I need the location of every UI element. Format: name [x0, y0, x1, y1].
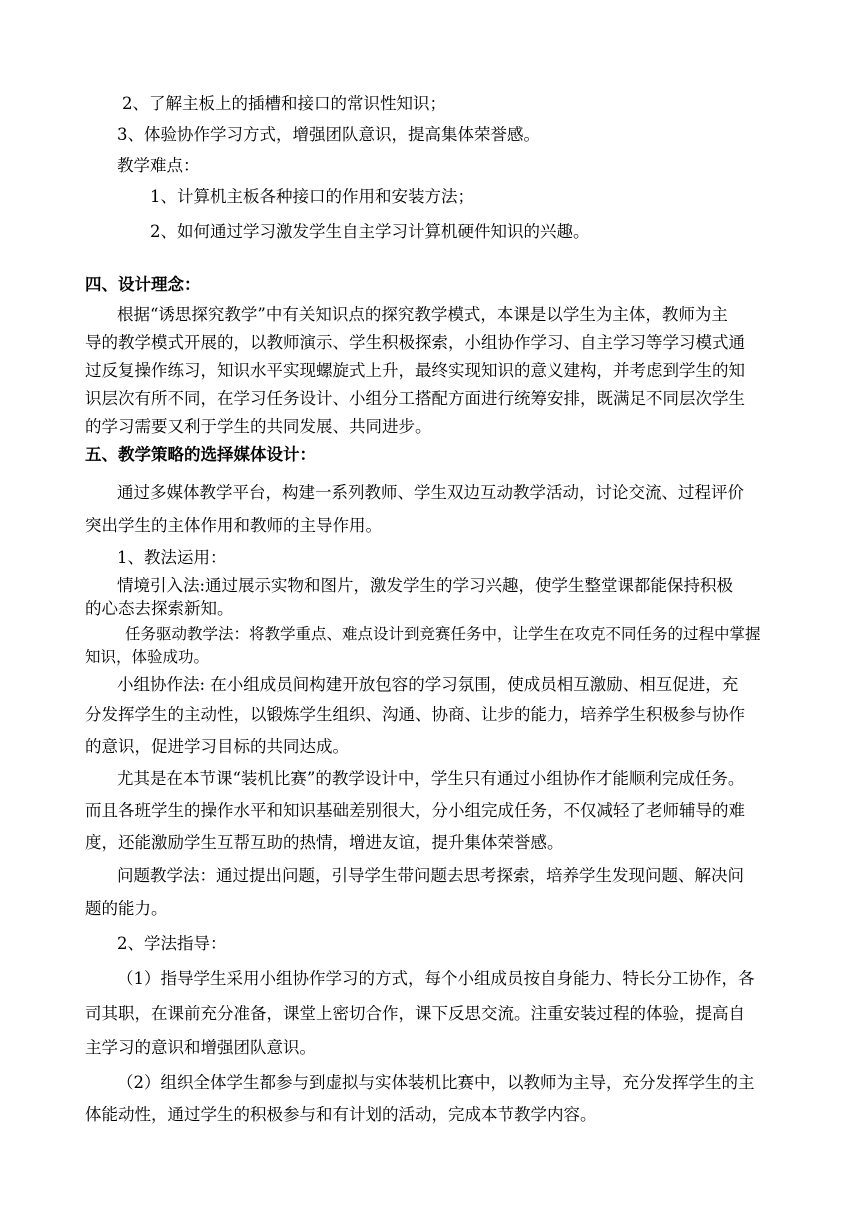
group-method-line: 分发挥学生的主动性，以锻炼学生组织、沟通、协商、让步的能力，培养学生积极参与协作 — [85, 705, 745, 724]
guide-1-line: 司其职，在课前充分准备，课堂上密切合作，课下反思交流。注重安装过程的体验，提高自 — [85, 1004, 745, 1023]
guide-2-line: 体能动性，通过学生的积极参与和有计划的活动，完成本节教学内容。 — [85, 1105, 597, 1124]
section4-line: 识层次有所不同，在学习任务设计、小组分工搭配方面进行统筹安排，既满足不同层次学生 — [85, 389, 745, 408]
guide-1-line: （1）指导学生采用小组协作学习的方式，每个小组成员按自身能力、特长分工协作，各 — [117, 969, 755, 988]
group-method-line: 的意识，促进学习目标的共同达成。 — [85, 737, 349, 756]
section4-line: 导的教学模式开展的，以教师演示、学生积极探索，小组协作学习、自主学习等学习模式通 — [85, 333, 745, 352]
section4-line: 的学习需要又利于学生的共同发展、共同进步。 — [85, 417, 432, 436]
section4-line: 根据“诱思探究教学”中有关知识点的探究教学模式，本课是以学生为主体，教师为主 — [117, 305, 728, 324]
section5-heading: 五、教学策略的选择媒体设计： — [85, 445, 316, 464]
especially-line: 度，还能激励学生互帮互助的热情，增进友谊，提升集体荣誉感。 — [85, 833, 564, 852]
situation-method-line: 的心态去探索新知。 — [85, 599, 234, 618]
situation-method-line: 情境引入法:通过展示实物和图片，激发学生的学习兴趣，使学生整堂课都能保持积极 — [117, 576, 734, 595]
guide-1-line: 主学习的意识和增强团队意识。 — [85, 1038, 316, 1057]
difficulty-heading: 教学难点： — [117, 156, 200, 175]
difficulty-item-1: 1、计算机主板各种接口的作用和安装方法； — [150, 187, 474, 206]
section4-heading: 四、设计理念： — [85, 275, 201, 294]
group-method-line: 小组协作法: 在小组成员间构建开放包容的学习氛围，使成员相互激励、相互促进，充 — [117, 675, 739, 694]
problem-method-line: 题的能力。 — [85, 899, 168, 918]
task-method-line: 知识，体验成功。 — [85, 648, 210, 666]
study-guidance-heading: 2、学法指导： — [117, 934, 227, 953]
difficulty-item-2: 2、如何通过学习激发学生自主学习计算机硬件知识的兴趣。 — [150, 222, 590, 241]
guide-2-line: （2）组织全体学生都参与到虚拟与实体装机比赛中，以教师为主导，充分发挥学生的主 — [117, 1073, 755, 1092]
problem-method-line: 问题教学法：通过提出问题，引导学生带问题去思考探索，培养学生发现问题、解决问 — [117, 866, 744, 885]
especially-line: 而且各班学生的操作水平和知识基础差别很大，分小组完成任务，不仅减轻了老师辅导的难 — [85, 801, 745, 820]
task-method-line: 任务驱动教学法：将教学重点、难点设计到竞赛任务中，让学生在攻克不同任务的过程中掌握 — [125, 625, 761, 643]
goal-item-2: 2、了解主板上的插槽和接口的常识性知识； — [122, 94, 446, 113]
section4-line: 过反复操作练习，知识水平实现螺旋式上升，最终实现知识的意义建构，并考虑到学生的知 — [85, 361, 745, 380]
teaching-methods-heading: 1、教法运用： — [117, 548, 227, 567]
section5-intro-line: 突出学生的主体作用和教师的主导作用。 — [85, 516, 382, 535]
goal-item-3: 3、体验协作学习方式，增强团队意识，提高集体荣誉感。 — [117, 125, 540, 144]
section5-intro-line: 通过多媒体教学平台，构建一系列教师、学生双边互动教学活动，讨论交流、过程评价 — [117, 483, 744, 502]
especially-line: 尤其是在本节课“装机比赛”的教学设计中，学生只有通过小组协作才能顺利完成任务。 — [117, 769, 745, 788]
